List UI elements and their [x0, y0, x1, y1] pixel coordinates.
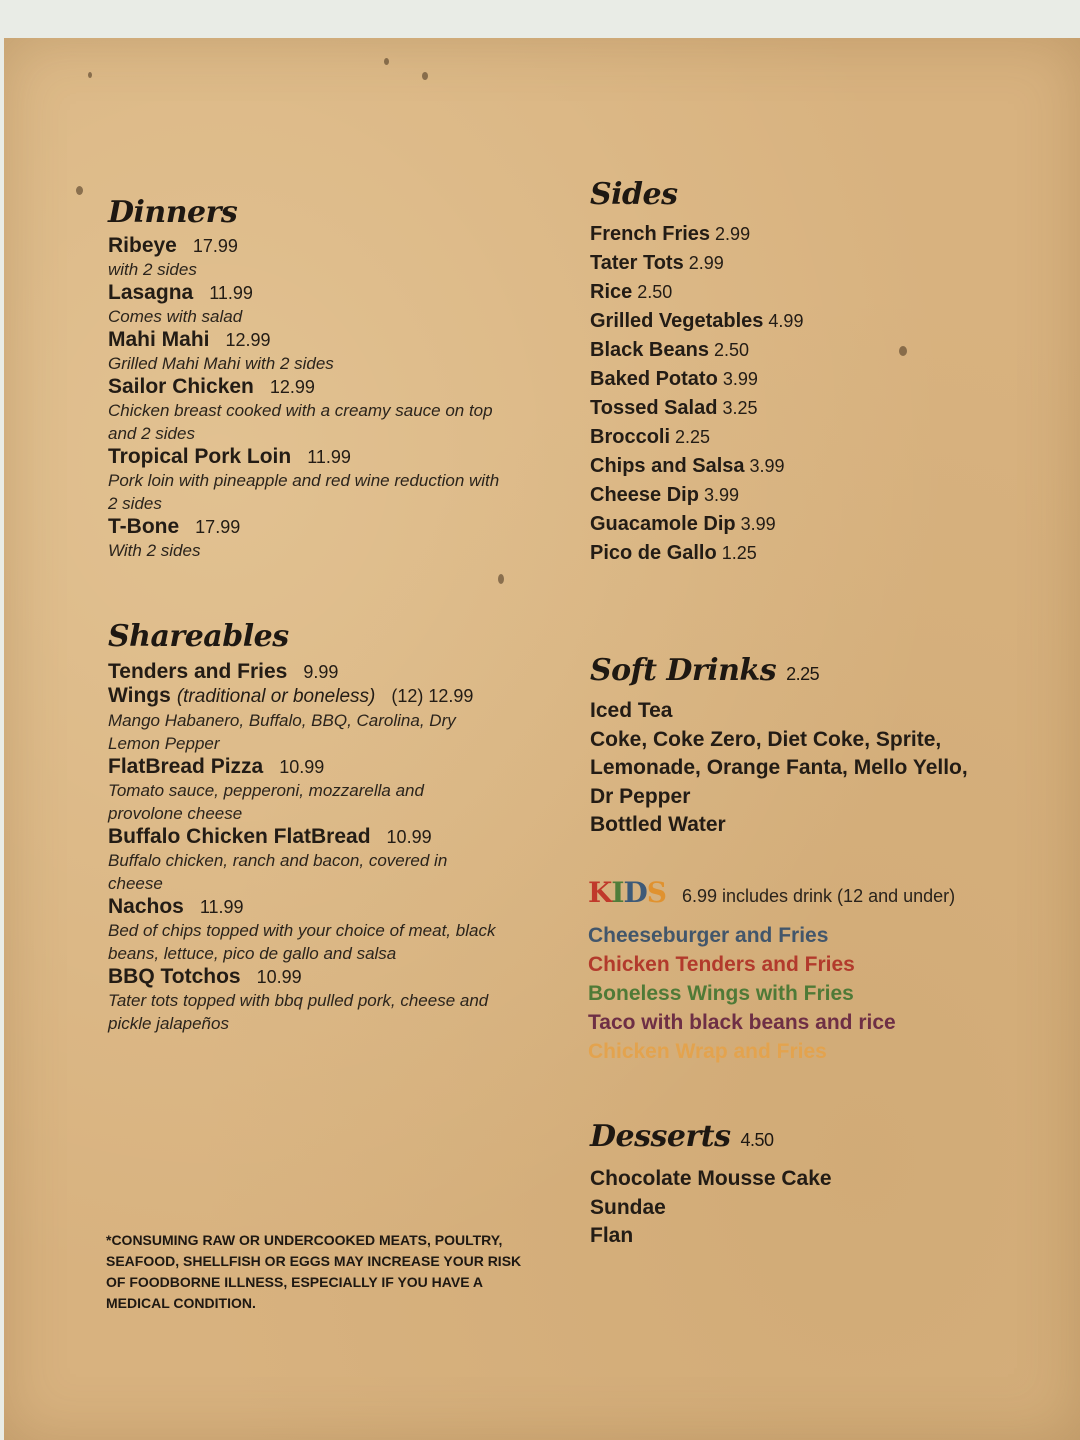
menu-item-name: FlatBread Pizza: [108, 755, 264, 778]
side-item: [590, 365, 1010, 394]
side-item-name: Pico de Gallo: [590, 542, 717, 564]
menu-item-name: Lasagna: [108, 281, 194, 304]
drink-line: Bottled Water: [590, 813, 726, 836]
side-item-price: 1.25: [721, 543, 757, 563]
side-item: [590, 452, 1010, 481]
menu-item-description: with 2 sides: [108, 260, 197, 279]
drink-line: Lemonade, Orange Fanta, Mello Yello,: [590, 756, 968, 779]
soft-drinks-list: [590, 697, 1030, 840]
menu-item: [108, 281, 548, 305]
desserts-price: 4.50: [740, 1130, 774, 1150]
kids-list: [588, 921, 1048, 1066]
menu-item-name: Nachos: [108, 895, 184, 918]
drink-line: Dr Pepper: [590, 784, 691, 808]
menu-item-name: Ribeye: [108, 234, 177, 257]
paper-spot: [422, 72, 428, 80]
kids-item: Cheeseburger and Fries: [588, 924, 829, 947]
menu-item: [108, 755, 548, 779]
desserts-heading: Desserts: [590, 1119, 731, 1154]
side-item: [590, 539, 1010, 568]
shareables-section: [108, 620, 548, 1035]
menu-item-description: Comes with salad: [108, 307, 243, 326]
menu-item: [108, 445, 548, 469]
menu-item: [108, 375, 548, 399]
menu-item-description: and 2 sides: [108, 424, 195, 443]
side-item-price: 2.99: [715, 224, 751, 244]
menu-item: [108, 895, 548, 919]
side-item-name: Baked Potato: [590, 368, 718, 390]
menu-item-name: Sailor Chicken: [108, 375, 254, 398]
desserts-title: [590, 1120, 1010, 1157]
kids-header: [588, 876, 1048, 915]
shareables-list: [108, 660, 548, 1035]
dessert-item: Chocolate Mousse Cake: [590, 1167, 832, 1190]
side-item: [590, 510, 1010, 539]
menu-item-price: 9.99: [303, 662, 339, 682]
menu-item-description: 2 sides: [108, 494, 162, 513]
drink-line: Iced Tea: [590, 699, 673, 722]
menu-item-name: Buffalo Chicken FlatBread: [108, 825, 371, 848]
disclaimer-line: MEDICAL CONDITION.: [106, 1295, 256, 1311]
menu-item: [108, 328, 548, 352]
menu-item-price: (12) 12.99: [391, 686, 474, 706]
paper-spot: [384, 58, 389, 65]
soft-drinks-section: [590, 654, 1030, 840]
disclaimer-line: SEAFOOD, SHELLFISH OR EGGS MAY INCREASE YOUR RISK: [106, 1253, 522, 1269]
soft-drinks-price: 2.25: [786, 664, 820, 684]
menu-item-price: 12.99: [269, 377, 315, 397]
menu-item-description: Chicken breast cooked with a creamy sauce on top: [108, 401, 493, 420]
menu-item-description: With 2 sides: [108, 541, 201, 560]
side-item-name: Grilled Vegetables: [590, 310, 764, 332]
menu-item-description: beans, lettuce, pico de gallo and salsa: [108, 944, 397, 963]
side-item-name: Guacamole Dip: [590, 513, 736, 535]
desserts-list: [590, 1165, 1010, 1251]
side-item-price: 3.99: [749, 456, 785, 476]
side-item: [590, 336, 1010, 365]
paper-spot: [498, 574, 504, 584]
menu-item-price: 12.99: [225, 330, 271, 350]
menu-item: [108, 684, 548, 709]
kids-section: [588, 876, 1048, 1066]
menu-item-price: 10.99: [279, 757, 325, 777]
side-item: [590, 307, 1010, 336]
drink-line: Coke, Coke Zero, Diet Coke, Sprite,: [590, 727, 942, 751]
menu-item-description: pickle jalapeños: [108, 1014, 229, 1033]
paper-spot: [88, 72, 92, 78]
menu-item-description: Pork loin with pineapple and red wine reduction with: [108, 471, 500, 490]
shareables-title: Shareables: [108, 619, 289, 654]
side-item-price: 2.99: [688, 253, 724, 273]
side-item-name: Cheese Dip: [590, 484, 699, 506]
dinners-list: [108, 234, 548, 562]
side-item-price: 3.99: [703, 485, 739, 505]
kids-title-letter: S: [646, 876, 666, 909]
menu-item-price: 17.99: [195, 517, 241, 537]
menu-item-price: 10.99: [386, 827, 432, 847]
dessert-item: Sundae: [590, 1195, 666, 1219]
disclaimer-line: *CONSUMING RAW OR UNDERCOOKED MEATS, POULTRY,: [106, 1232, 503, 1248]
sides-section: [590, 178, 1010, 568]
side-item: [590, 278, 1010, 307]
kids-title-letter: D: [623, 876, 647, 909]
dinners-section: [108, 196, 548, 562]
menu-item: [108, 660, 548, 684]
side-item: [590, 394, 1010, 423]
side-item-name: Rice: [590, 281, 633, 303]
menu-item: [108, 965, 548, 989]
menu-item-price: 11.99: [199, 897, 244, 917]
menu-item-price: 17.99: [192, 236, 238, 256]
menu-item-name: Tropical Pork Loin: [108, 445, 292, 468]
kids-subtitle: 6.99 includes drink (12 and under): [681, 886, 956, 906]
side-item: [590, 220, 1010, 249]
kids-item: Chicken Tenders and Fries: [588, 953, 855, 976]
kids-item: Boneless Wings with Fries: [588, 982, 854, 1005]
dinners-title: Dinners: [108, 195, 238, 230]
menu-item: [108, 234, 548, 258]
side-item-name: Black Beans: [590, 339, 709, 361]
menu-item-description: Grilled Mahi Mahi with 2 sides: [108, 354, 334, 373]
menu-item-price: 10.99: [256, 967, 302, 987]
menu-item-description: Bed of chips topped with your choice of meat, black: [108, 921, 496, 940]
side-item-price: 3.99: [722, 369, 758, 389]
soft-drinks-heading: Soft Drinks: [590, 653, 777, 688]
menu-item-name: T-Bone: [108, 515, 180, 538]
menu-item: [108, 825, 548, 849]
paper-spot: [76, 186, 83, 195]
side-item-name: Tater Tots: [590, 252, 684, 274]
menu-item-price: 11.99: [209, 283, 253, 303]
side-item-price: 3.25: [722, 398, 758, 418]
side-item-price: 4.99: [768, 311, 804, 331]
sides-title: Sides: [590, 177, 678, 212]
side-item: [590, 481, 1010, 510]
menu-item-note: (traditional or boneless): [176, 686, 376, 707]
side-item-name: Broccoli: [590, 426, 671, 448]
menu-item-description: Lemon Pepper: [108, 734, 220, 753]
kids-title-letter: K: [588, 876, 612, 909]
menu-item-description: provolone cheese: [108, 804, 243, 823]
menu-item-description: Tomato sauce, pepperoni, mozzarella and: [108, 781, 424, 800]
menu-item-price: 11.99: [307, 447, 351, 467]
side-item: [590, 423, 1010, 452]
dessert-item: Flan: [590, 1224, 634, 1247]
menu-item-description: Tater tots topped with bbq pulled pork, cheese and: [108, 991, 489, 1010]
kids-title-letter: I: [611, 876, 624, 909]
menu-item-description: cheese: [108, 874, 163, 893]
side-item-price: 2.50: [637, 282, 673, 302]
side-item-price: 2.50: [713, 340, 750, 360]
side-item-name: French Fries: [590, 223, 711, 245]
menu-item-name: Tenders and Fries: [108, 660, 288, 683]
sides-list: [590, 220, 1010, 568]
side-item-price: 2.25: [675, 427, 711, 447]
menu-item-description: Mango Habanero, Buffalo, BBQ, Carolina, Dry: [108, 711, 456, 730]
desserts-section: [590, 1120, 1010, 1251]
soft-drinks-title: [590, 654, 1030, 691]
menu-item-name: BBQ Totchos: [108, 965, 241, 988]
kids-item: Chicken Wrap and Fries: [588, 1040, 827, 1063]
menu-item-description: Buffalo chicken, ranch and bacon, covered in: [108, 851, 448, 870]
side-item-price: 3.99: [740, 514, 776, 534]
menu-item-name: Wings: [108, 684, 171, 707]
kids-title: [588, 876, 666, 909]
side-item-name: Chips and Salsa: [590, 455, 745, 477]
side-item-name: Tossed Salad: [590, 397, 718, 419]
disclaimer-line: OF FOODBORNE ILLNESS, ESPECIALLY IF YOU HAVE A: [106, 1274, 484, 1290]
menu-item: [108, 515, 548, 539]
side-item: [590, 249, 1010, 278]
kids-item: Taco with black beans and rice: [588, 1011, 896, 1034]
menu-item-name: Mahi Mahi: [108, 328, 210, 351]
disclaimer: [106, 1230, 526, 1314]
